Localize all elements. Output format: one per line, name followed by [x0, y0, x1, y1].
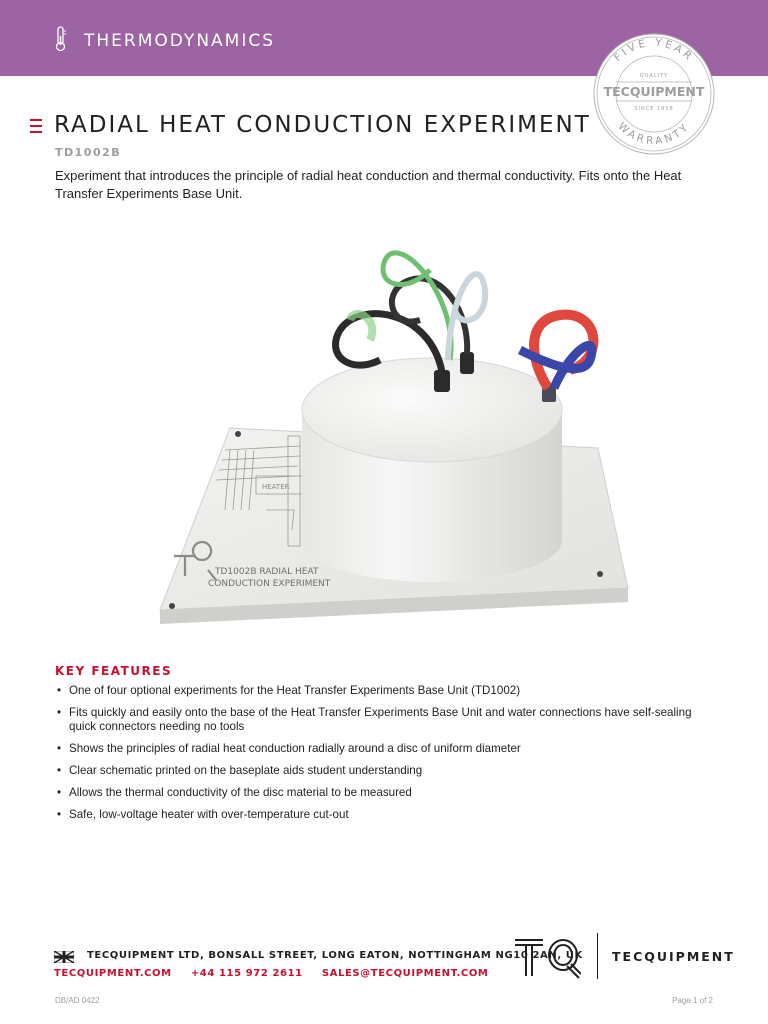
logo-wordmark: TECQUIPMENT	[612, 949, 735, 964]
list-item: • Shows the principles of radial heat conduction radially around a disc of uniform diameter	[55, 742, 715, 756]
uk-flag-icon	[54, 951, 74, 963]
list-item: • Clear schematic printed on the baseplate aids student understanding	[55, 764, 715, 778]
plate-label-line1: TD1002B RADIAL HEAT	[215, 567, 319, 577]
intro-text: Experiment that introduces the principle of radial heat conduction and thermal conductivity. Fits onto the Heat Transfer Experiments Base Unit.	[55, 168, 682, 201]
list-item: • Allows the thermal conductivity of the disc material to be measured	[55, 786, 715, 800]
key-features-list	[55, 684, 715, 830]
thermometer-icon	[54, 26, 68, 52]
title-accent-icon	[30, 119, 42, 133]
list-item: • Safe, low-voltage heater with over-temperature cut-out	[55, 808, 715, 822]
warranty-seal	[592, 32, 716, 156]
plate-label-line2: CONDUCTION EXPERIMENT	[208, 579, 331, 589]
list-item: • One of four optional experiments for the Heat Transfer Experiments Base Unit (TD1002)	[55, 684, 715, 698]
seal-top-text: FIVE YEAR	[611, 36, 697, 65]
seal-bottom-text: WARRANTY	[615, 120, 693, 148]
list-item: • Fits quickly and easily onto the base of the Heat Transfer Experiments Base Unit and water connections have self-sealing quick connectors needing no tools	[55, 706, 715, 734]
page-number: Page 1 of 2	[672, 996, 713, 1005]
company-address: TECQUIPMENT LTD, BONSALL STREET, LONG EATON, NOTTINGHAM NG10 2AN, UK	[87, 950, 583, 961]
email-link[interactable]: SALES@TECQUIPMENT.COM	[321, 968, 489, 979]
section-title: THERMODYNAMICS	[84, 31, 276, 51]
footer-contact-links	[54, 968, 503, 979]
product-image	[130, 210, 650, 640]
product-code: TD1002B	[55, 146, 122, 159]
logo-divider	[597, 933, 598, 979]
website-link[interactable]: TECQUIPMENT.COM	[54, 968, 172, 979]
key-features-heading: KEY FEATURES	[55, 664, 173, 678]
schematic-heater-label: HEATER	[262, 483, 290, 491]
phone-link[interactable]: +44 115 972 2611	[190, 968, 303, 979]
seal-quality: QUALITY	[639, 73, 669, 79]
seal-brand: TECQUIPMENT	[603, 84, 705, 99]
document-reference: DB/AD 0422	[55, 996, 100, 1005]
seal-since: SINCE 1958	[634, 106, 674, 112]
document-title: RADIAL HEAT CONDUCTION EXPERIMENT	[54, 112, 591, 138]
tq-logo-icon	[513, 934, 581, 980]
